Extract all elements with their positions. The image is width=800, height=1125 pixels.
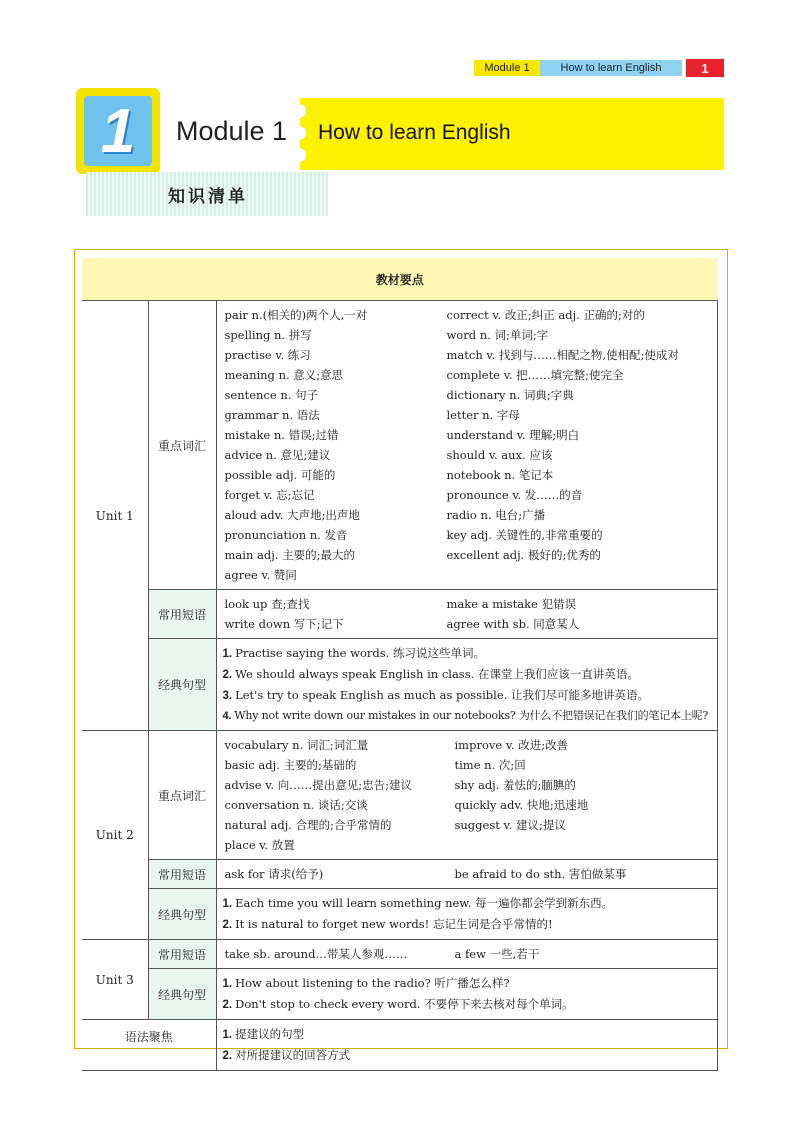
section-label: 知识清单 — [168, 187, 248, 207]
vocab-item: pronunciation n. 发音 — [224, 528, 348, 542]
sentence-item: 1. Practise saying the words. 练习说这些单词。 — [222, 646, 485, 660]
vocab-item: radio n. 电台;广播 — [446, 508, 546, 522]
vocab-item: dictionary n. 词典;字典 — [446, 388, 574, 402]
vocab-item: should v. aux. 应该 — [446, 448, 553, 462]
grammar-item: 2. 对所提建议的回答方式 — [222, 1048, 351, 1062]
vocab-item: correct v. 改正;纠正 adj. 正确的;对的 — [446, 308, 645, 322]
sentences-cell — [216, 889, 718, 940]
vocab-item: conversation n. 谈话;交谈 — [224, 798, 368, 812]
unit-label: Unit 1 — [82, 301, 148, 731]
vocab-item: notebook n. 笔记本 — [446, 468, 554, 482]
category-sentences: 经典句型 — [148, 889, 216, 940]
vocab-item: mistake n. 错误;过错 — [224, 428, 339, 442]
vocab-item: main adj. 主要的;最大的 — [224, 548, 355, 562]
unit-label: Unit 3 — [82, 940, 148, 1020]
band-notch — [292, 126, 306, 140]
phrases-column-right — [455, 944, 718, 964]
sentence-item: 2. We should always speak English in class. 在课堂上我们应该一直讲英语。 — [222, 667, 639, 681]
category-sentences: 经典句型 — [148, 639, 216, 731]
vocab-item: advise v. 向……提出意见;忠告;建议 — [224, 778, 412, 792]
phrase-item: make a mistake 犯错误 — [446, 597, 577, 611]
phrases-column-left — [225, 944, 455, 964]
sentence-item: 1. Each time you will learn something new. 每一遍你都会学到新东西。 — [222, 896, 614, 910]
vocab-item: improve v. 改进;改善 — [454, 738, 569, 752]
sentences-cell — [216, 969, 718, 1020]
vocab-column-left — [225, 735, 455, 855]
sentence-item: 2. It is natural to forget new words! 忘记生词是合乎常情的! — [222, 917, 553, 931]
category-phrases: 常用短语 — [148, 860, 216, 889]
phrase-item: write down 写下;记下 — [224, 617, 344, 631]
table-heading: 教材要点 — [82, 258, 718, 301]
sentence-item: 3. Let's try to speak English as much as possible. 让我们尽可能多地讲英语。 — [222, 688, 649, 702]
band-notch — [292, 148, 306, 162]
vocab-item: word n. 词;单词;字 — [446, 328, 549, 342]
module-badge-number: 1 — [100, 96, 136, 166]
unit-label: Unit 2 — [82, 731, 148, 940]
vocab-item: practise v. 练习 — [224, 348, 311, 362]
module-label: Module 1 — [176, 116, 288, 146]
phrases-column-left — [225, 864, 455, 884]
sentence-item: 4. Why not write down our mistakes in our notebooks? 为什么不把错误记在我们的笔记本上呢? — [222, 709, 709, 722]
band-notch — [292, 104, 306, 118]
vocab-item: natural adj. 合理的;合乎常情的 — [224, 818, 392, 832]
phrase-item: ask for 请求(给予) — [224, 867, 324, 881]
phrase-item: a few 一些,若干 — [454, 947, 540, 961]
vocab-item: complete v. 把……填完整;使完全 — [446, 368, 624, 382]
vocab-item: spelling n. 拼写 — [224, 328, 312, 342]
vocab-item: suggest v. 建议;提议 — [454, 818, 566, 832]
grammar-label: 语法聚焦 — [82, 1020, 216, 1071]
vocab-item: key adj. 关键性的,非常重要的 — [446, 528, 603, 542]
page-number: 1 — [686, 59, 724, 77]
vocab-item: vocabulary n. 词汇;词汇量 — [224, 738, 369, 752]
vocab-item: possible adj. 可能的 — [224, 468, 336, 482]
vocab-item: aloud adv. 大声地;出声地 — [224, 508, 360, 522]
vocab-item: shy adj. 羞怯的;腼腆的 — [454, 778, 576, 792]
vocab-item: agree v. 赞同 — [224, 568, 297, 582]
header-module-tag: Module 1 — [474, 60, 540, 76]
category-sentences: 经典句型 — [148, 969, 216, 1020]
category-phrases: 常用短语 — [148, 940, 216, 969]
vocab-item: sentence n. 句子 — [224, 388, 319, 402]
module-title: How to learn English — [318, 121, 511, 144]
knowledge-table — [82, 258, 718, 1071]
vocab-column-right — [455, 735, 718, 855]
phrases-cell — [216, 860, 718, 889]
category-phrases: 常用短语 — [148, 590, 216, 639]
phrase-item: agree with sb. 同意某人 — [446, 617, 580, 631]
category-vocab: 重点词汇 — [148, 301, 216, 590]
vocab-cell — [216, 731, 718, 860]
phrases-cell — [216, 590, 718, 639]
header-title-tag: How to learn English — [540, 60, 682, 76]
phrases-column-right — [447, 594, 718, 634]
vocab-item: pair n.(相关的)两个人,一对 — [224, 308, 368, 322]
sentences-cell — [216, 639, 718, 731]
sentence-item: 1. How about listening to the radio? 听广播怎么样? — [222, 976, 510, 990]
phrase-item: look up 查;查找 — [224, 597, 310, 611]
phrases-cell — [216, 940, 718, 969]
running-header — [474, 60, 682, 76]
category-vocab: 重点词汇 — [148, 731, 216, 860]
sentence-item: 2. Don't stop to check every word. 不要停下来去核对每个单词。 — [222, 997, 574, 1011]
vocab-item: meaning n. 意义;意思 — [224, 368, 344, 382]
phrase-item: take sb. around…带某人参观…… — [224, 947, 408, 961]
vocab-item: grammar n. 语法 — [224, 408, 320, 422]
vocab-item: basic adj. 主要的;基础的 — [224, 758, 357, 772]
phrases-column-left — [225, 594, 447, 634]
vocab-item: letter n. 字母 — [446, 408, 520, 422]
vocab-item: forget v. 忘;忘记 — [224, 488, 315, 502]
vocab-item: time n. 次;回 — [454, 758, 526, 772]
vocab-item: quickly adv. 快地;迅速地 — [454, 798, 589, 812]
phrases-column-right — [455, 864, 718, 884]
vocab-item: match v. 找到与……相配之物,使相配;使成对 — [446, 348, 679, 362]
vocab-item: understand v. 理解;明白 — [446, 428, 580, 442]
vocab-item: advice n. 意见;建议 — [224, 448, 331, 462]
vocab-item: place v. 放置 — [224, 838, 295, 852]
vocab-item: pronounce v. 发……的音 — [446, 488, 583, 502]
grammar-item: 1. 提建议的句型 — [222, 1027, 305, 1041]
vocab-column-right — [447, 305, 718, 585]
vocab-column-left — [225, 305, 447, 585]
phrase-item: be afraid to do sth. 害怕做某事 — [454, 867, 627, 881]
grammar-cell — [216, 1020, 718, 1071]
vocab-cell — [216, 301, 718, 590]
module-badge-inner — [84, 96, 152, 166]
vocab-item: excellent adj. 极好的;优秀的 — [446, 548, 601, 562]
